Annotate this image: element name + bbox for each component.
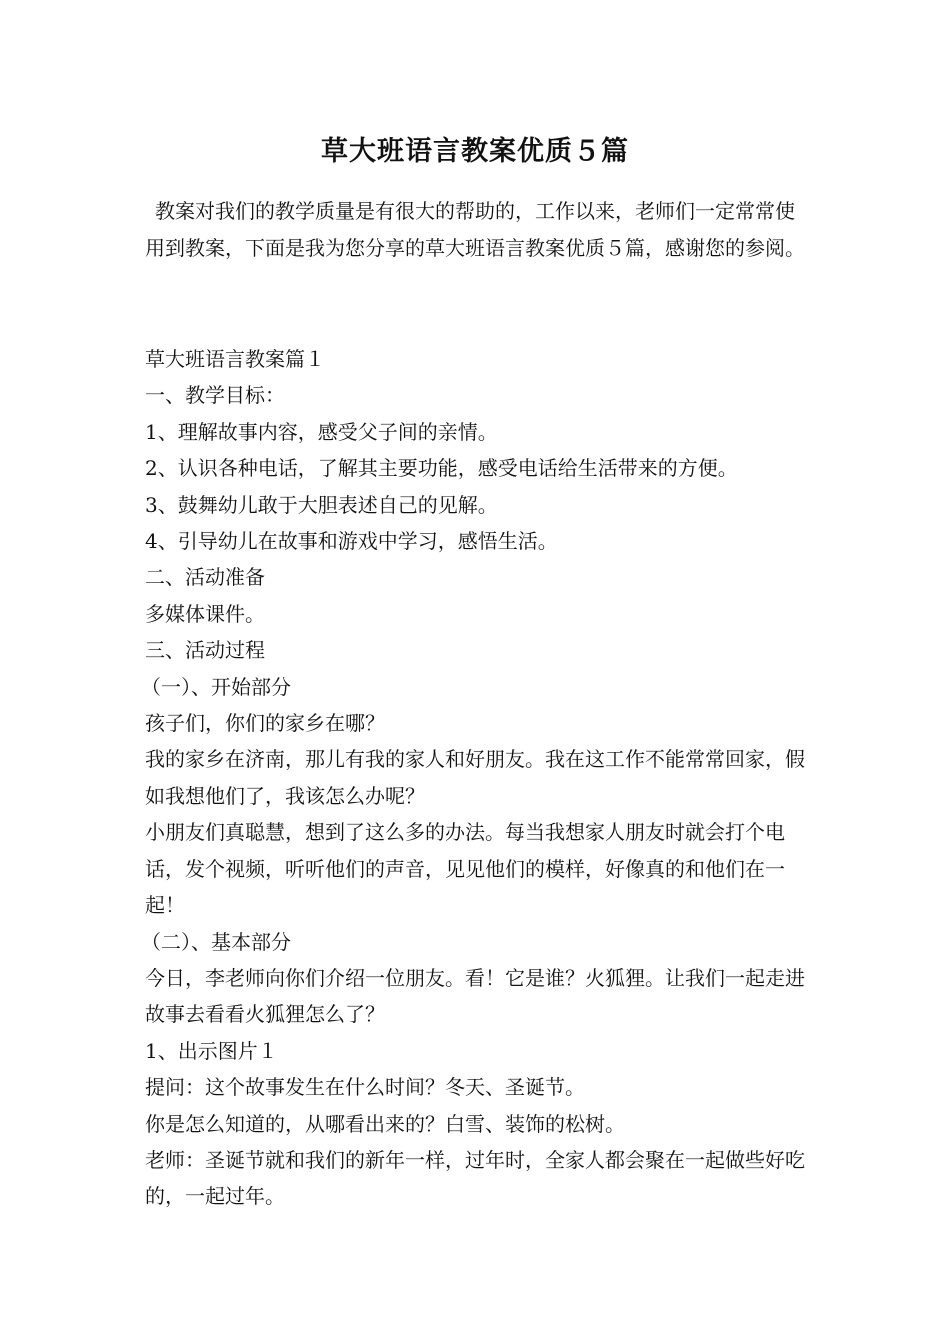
body-line: 二、活动准备 — [145, 565, 265, 590]
body-line: 1、理解故事内容，感受父子间的亲情。 — [145, 419, 498, 444]
body-paragraph: 小朋友们真聪慧，想到了这么多的办法。每当我想家人朋友时就会打个电话，发个视频，听听他们的声音，见见他们的模样，好像真的和他们在一起！ — [145, 820, 785, 918]
body-line: 1、出示图片１ — [145, 1038, 278, 1063]
body-paragraph: 我的家乡在济南，那儿有我的家人和好朋友。我在这工作不能常常回家，假如我想他们了，我该怎么办呢？ — [145, 747, 805, 808]
section-heading: 草大班语言教案篇１ — [145, 347, 325, 371]
body-line: 一、教学目标： — [145, 383, 285, 408]
body-line: 你是怎么知道的，从哪看出来的？白雪、装饰的松树。 — [145, 1111, 625, 1136]
body-line: 多媒体课件。 — [145, 601, 265, 626]
body-line: 孩子们，你们的家乡在哪？ — [145, 711, 385, 736]
body-line: 4、引导幼儿在故事和游戏中学习，感悟生活。 — [145, 529, 558, 554]
body-line: （二）、基本部分 — [141, 929, 291, 954]
body-line: （一）、开始部分 — [141, 674, 291, 699]
document-body — [141, 341, 810, 1215]
body-paragraph: 今日，李老师向你们介绍一位朋友。看！它是谁？火狐狸。让我们一起走进故事去看看火狐狸怎么了？ — [145, 965, 805, 1027]
intro-paragraph: 教案对我们的教学质量是有很大的帮助的，工作以来，老师们一定常常使用到教案，下面是我为您分享的草大班语言教案优质５篇，感谢您的参阅。 — [145, 199, 805, 260]
body-line: 2、认识各种电话，了解其主要功能，感受电话给生活带来的方便。 — [145, 456, 738, 481]
body-line: 三、活动过程 — [145, 638, 265, 663]
body-line: 3、鼓舞幼儿敢于大胆表述自己的见解。 — [145, 492, 498, 517]
body-line: 提问：这个故事发生在什么时间？冬天、圣诞节。 — [145, 1075, 585, 1100]
body-paragraph: 老师：圣诞节就和我们的新年一样，过年时，全家人都会聚在一起做些好吃的，一起过年。 — [145, 1147, 805, 1209]
document-title: 草大班语言教案优质５篇 — [321, 136, 629, 167]
